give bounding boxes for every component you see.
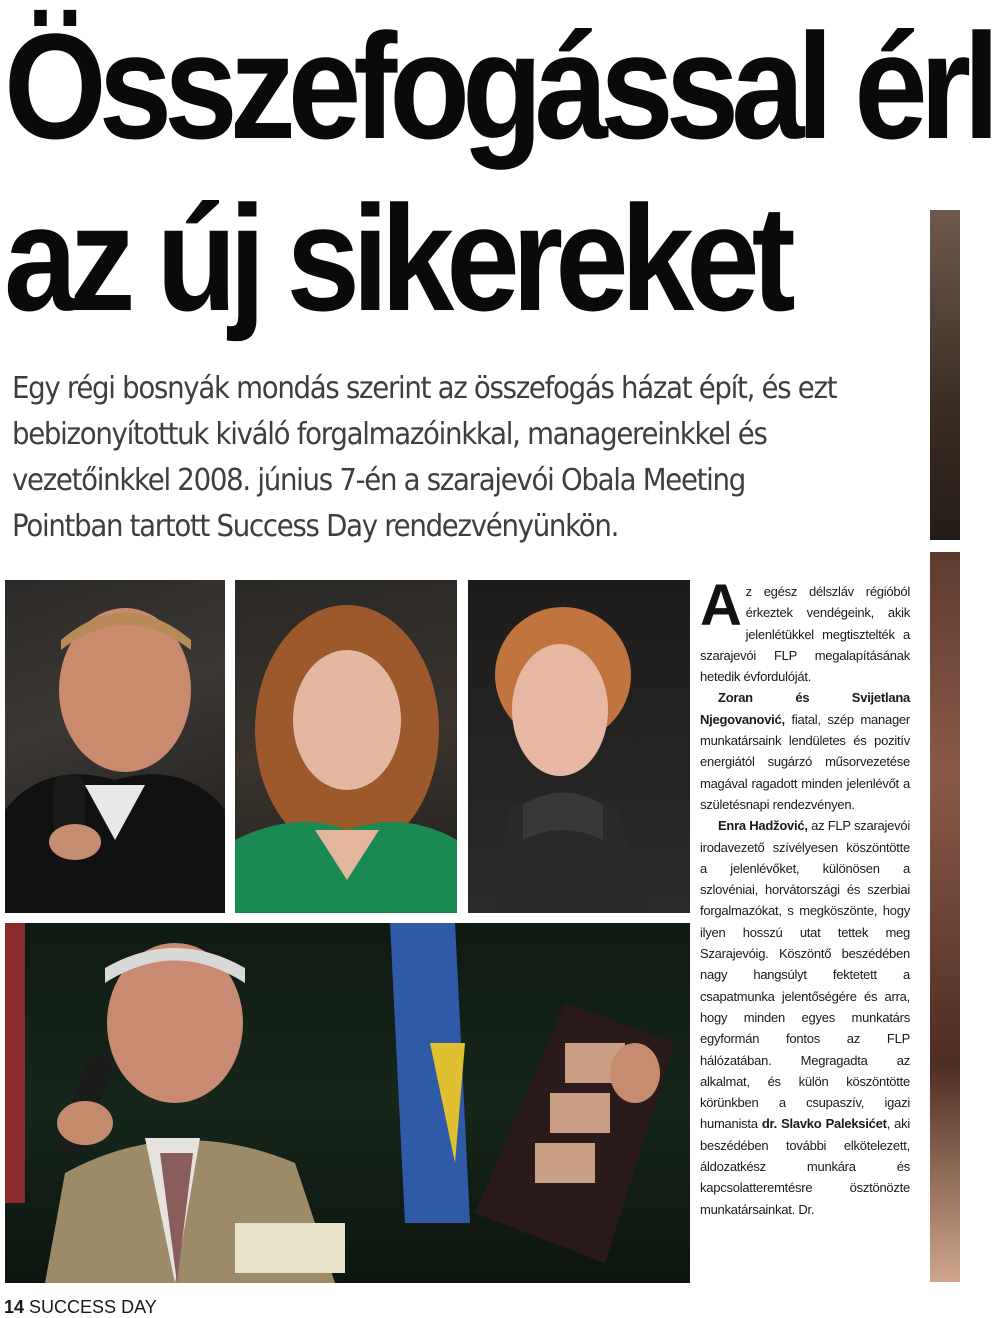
paragraph-2 [700, 687, 910, 815]
page-number: 14 [4, 1297, 25, 1317]
paragraph-3-name-2: dr. Slavko Paleksićet [761, 1116, 887, 1132]
page-footer [4, 1297, 157, 1318]
paragraph-1 [700, 573, 910, 687]
article-body [700, 573, 911, 1220]
paragraph-1-text: z egész délszláv régióból érkeztek vendégeink, akik jelenlétükkel megtisztelték a szarajevói FLP megalapításának hetedik évfordulóját. [700, 584, 910, 685]
photo-cropped-right-top [930, 210, 960, 540]
photo-speaker-with-brochure [5, 923, 690, 1283]
paragraph-3-name: Enra Hadžović, [718, 818, 808, 834]
paragraph-3-text: az FLP szarajevói irodavezető szívélyesen köszöntötte a jelenlévőket, különösen a szlovéniai, horvátországi és szerbiai forgalmazókat, s megköszönte, hogy ilyen hosszú utat tettek meg Szarajevóig. Köszöntő beszédében nagy hangsúlyt fektetett a csapatmunka jelentőségére és arra, hogy minden egyes munkatárs egyformán fontos az FLP hálózatában. Megragadta az alkalmat, és külön köszöntötte körünkben a csupaszív, igazi humanista [700, 818, 911, 1132]
paragraph-3 [700, 815, 910, 1220]
lead-paragraph: Egy régi bosnyák mondás szerint az összefogás házat épít, és ezt bebizonyítottuk kiváló forgalmazóinkkal, managereinkkel és vezetőinkkel 2008. június 7-én a szarajevói Obala Meeting Pointban tartott Success Day rendezvényünkön. [12, 371, 837, 544]
photo-man-microphone [5, 580, 225, 913]
photo-cropped-right-bottom [930, 552, 960, 1282]
headline-line-2: az új sikereket [4, 174, 788, 342]
paragraph-2-names: Zoran és Svijetlana Njegovanović, [700, 690, 910, 727]
drop-cap: A [700, 573, 742, 638]
paragraph-2-text: fiatal, szép manager munkatársaink lendületes és pozitív energiától sugárzó műsorvezetése magával ragadott minden jelenlévőt a születésnapi rendezvényen. [700, 711, 910, 812]
photo-woman-curly-hair [235, 580, 457, 913]
article-headline [4, 0, 992, 344]
headline-line-1: Összefogással érl [4, 2, 992, 170]
photo-woman-short-hair [468, 580, 690, 913]
section-name: SUCCESS DAY [29, 1297, 157, 1317]
paragraph-3-end: , aki beszédében további elkötelezett, áldozatkész munkára és kapcsolatteremtésre ösztönözte munkatársainkat. Dr. [700, 1116, 911, 1217]
